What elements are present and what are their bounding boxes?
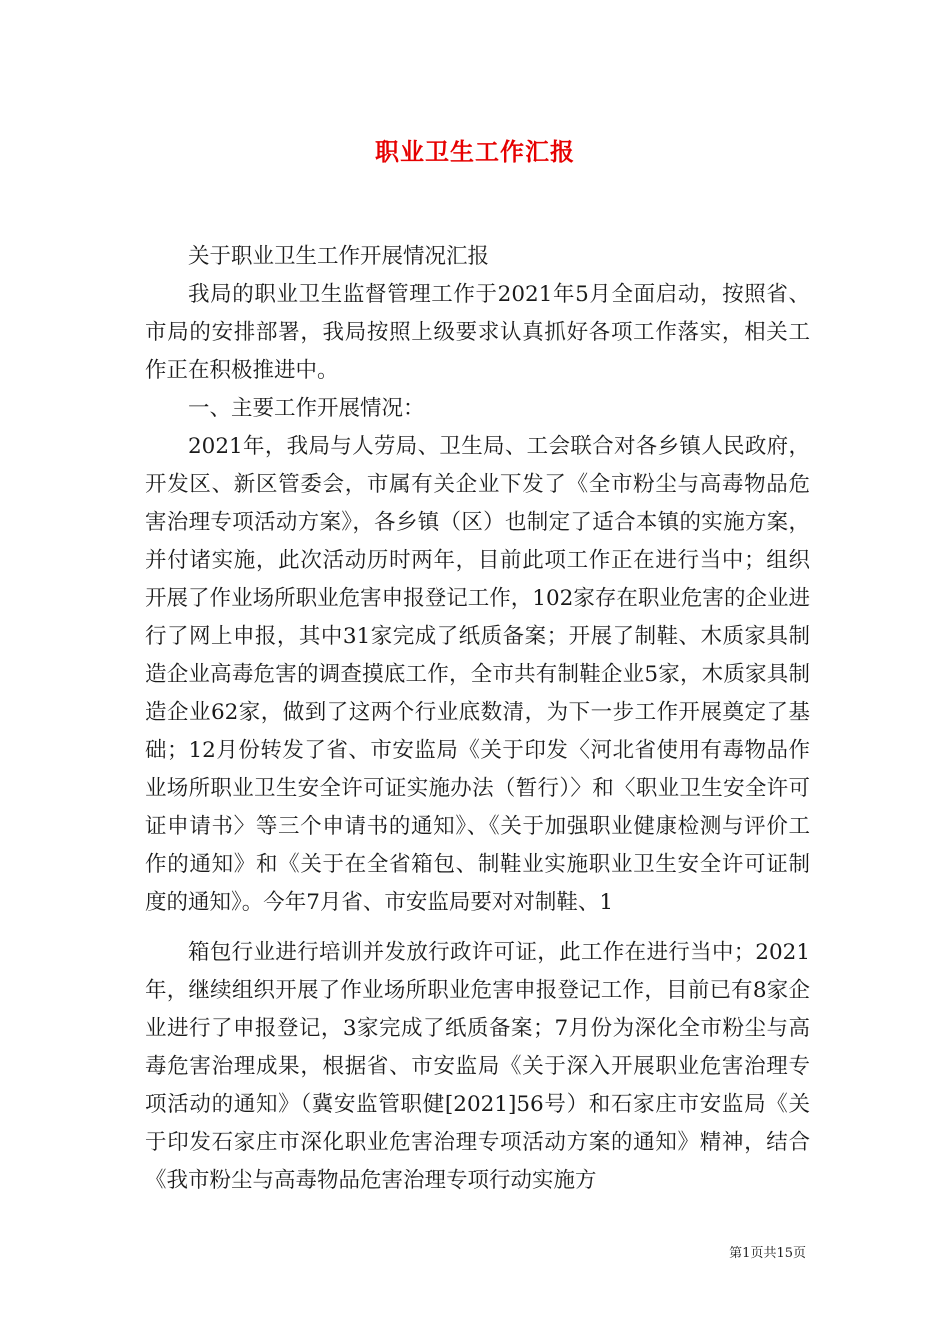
intro-paragraph: 我局的职业卫生监督管理工作于2021年5月全面启动，按照省、市局的安排部署，我局按照上级要求认真抓好各项工作落实，相关工作正在积极推进中。 bbox=[145, 282, 810, 383]
body-paragraph: 2021年，我局与人劳局、卫生局、工会联合对各乡镇人民政府，开发区、新区管委会，市属有关企业下发了《全市粉尘与高毒物品危害治理专项活动方案》，各乡镇（区）也制定了适合本镇的实施方案，并付诸实施，此次活动历时两年，目前此项工作正在进行当中；组织开展了作业场所职业危害申报登记工作，102家存在职业危害的企业进行了网上申报，其中31家完成了纸质备案；开展了制鞋、木质家具制造企业高毒危害的调查摸底工作，全市共有制鞋企业5家，木质家具制造企业62家，做到了这两个行业底数清，为下一步工作开展奠定了基础；12月份转发了省、市安监局《关于印发〈河北省使用有毒物品作业场所职业卫生安全许可证实施办法（暂行）〉和〈职业卫生安全许可证申请书〉等三个申请书的通知》、《关于加强职业健康检测与评价工作的通知》和《关于在全省箱包、制鞋业实施职业卫生安全许可证制度的通知》。今年7月省、市安监局要对对制鞋、1 bbox=[145, 434, 810, 915]
report-subtitle: 关于职业卫生工作开展情况汇报 bbox=[188, 244, 490, 269]
section-heading: 一、主要工作开展情况： bbox=[188, 396, 425, 421]
document-body bbox=[145, 238, 810, 1200]
document-title: 职业卫生工作汇报 bbox=[375, 137, 575, 166]
body-paragraph: 箱包行业进行培训并发放行政许可证，此工作在进行当中；2021年，继续组织开展了作业场所职业危害申报登记工作，目前已有8家企业进行了申报登记，3家完成了纸质备案；7月份为深化全市粉尘与高毒危害治理成果，根据省、市安监局《关于深入开展职业危害治理专项活动的通知》（冀安监管职健[2021]56号）和石家庄市安监局《关于印发石家庄市深化职业危害治理专项活动方案的通知》精神，结合《我市粉尘与高毒物品危害治理专项行动实施方 bbox=[145, 940, 810, 1193]
page-number: 第1页共15页 bbox=[729, 1246, 806, 1261]
